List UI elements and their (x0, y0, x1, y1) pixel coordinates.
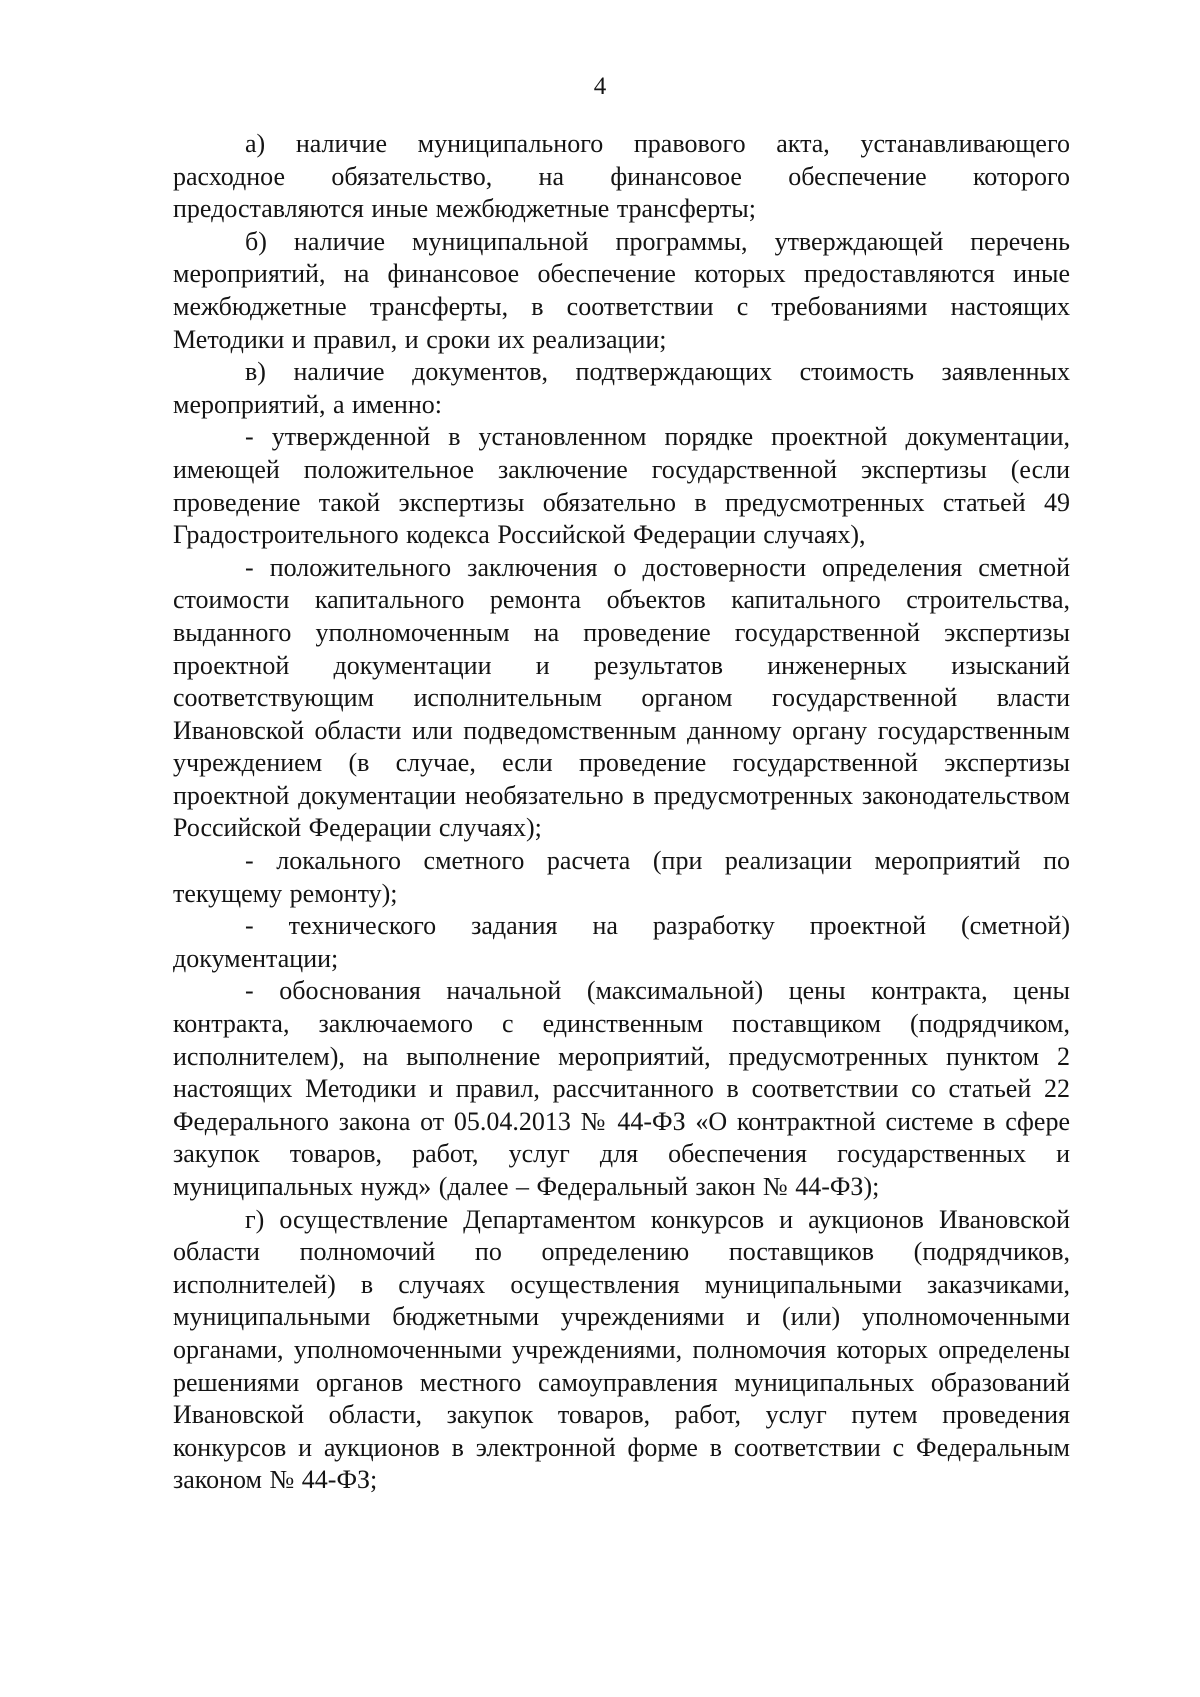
document-body (173, 128, 1070, 1497)
list-item-local-estimate: - локального сметного расчета (при реализации мероприятий по текущему ремонту); (173, 846, 1070, 908)
list-item-price-justification: - обоснования начальной (максимальной) цены контракта, цены контракта, заключаемого с единственным поставщиком (подрядчиком, исполнителем), на выполнение мероприятий, предусмотренных пунктом 2 настоящих Методики и правил, рассчитанного в соответствии со статьей 22 Федерального закона от 05.04.2013 № 44-ФЗ «О контрактной системе в сфере закупок товаров, работ, услуг для обеспечения государственных и муниципальных нужд» (далее – Федеральный закон № 44-ФЗ); (173, 976, 1070, 1201)
list-item-positive-conclusion: - положительного заключения о достоверности определения сметной стоимости капитального ремонта объектов капитального строительства, выданного уполномоченным на проведение государственной экспертизы проектной документации и результатов инженерных изысканий соответствующим исполнительным органом государственной власти Ивановской области или подведомственным данному органу государственным учреждением (в случае, если проведение государственной экспертизы проектной документации необязательно в предусмотренных законодательством Российской Федерации случаях); (173, 552, 1070, 843)
paragraph-g: г) осуществление Департаментом конкурсов и аукционов Ивановской области полномочий по определению поставщиков (подрядчиков, исполнителей) в случаях осуществления муниципальными заказчиками, муниципальными бюджетными учреждениями и (или) уполномоченными органами, уполномоченными учреждениями, полномочия которых определены решениями органов местного самоуправления муниципальных образований Ивановской области, закупок товаров, работ, услуг путем проведения конкурсов и аукционов в электронной форме в соответствии с Федеральным законом № 44-ФЗ; (173, 1204, 1070, 1495)
list-item-technical-assignment: - технического задания на разработку проектной (сметной) документации; (173, 911, 1070, 973)
paragraph-a: а) наличие муниципального правового акта, устанавливающего расходное обязательство, на финансовое обеспечение которого предоставляются иные межбюджетные трансферты; (173, 129, 1070, 224)
page-number: 4 (593, 73, 607, 100)
list-item-project-documentation: - утвержденной в установленном порядке проектной документации, имеющей положительное заключение государственной экспертизы (если проведение такой экспертизы обязательно в предусмотренных статьей 49 Градостроительного кодекса Российской Федерации случаях), (173, 422, 1070, 550)
paragraph-b: б) наличие муниципальной программы, утверждающей перечень мероприятий, на финансовое обеспечение которых предоставляются иные межбюджетные трансферты, в соответствии с требованиями настоящих Методики и правил, и сроки их реализации; (173, 226, 1070, 354)
paragraph-v: в) наличие документов, подтверждающих стоимость заявленных мероприятий, а именно: (173, 357, 1070, 419)
